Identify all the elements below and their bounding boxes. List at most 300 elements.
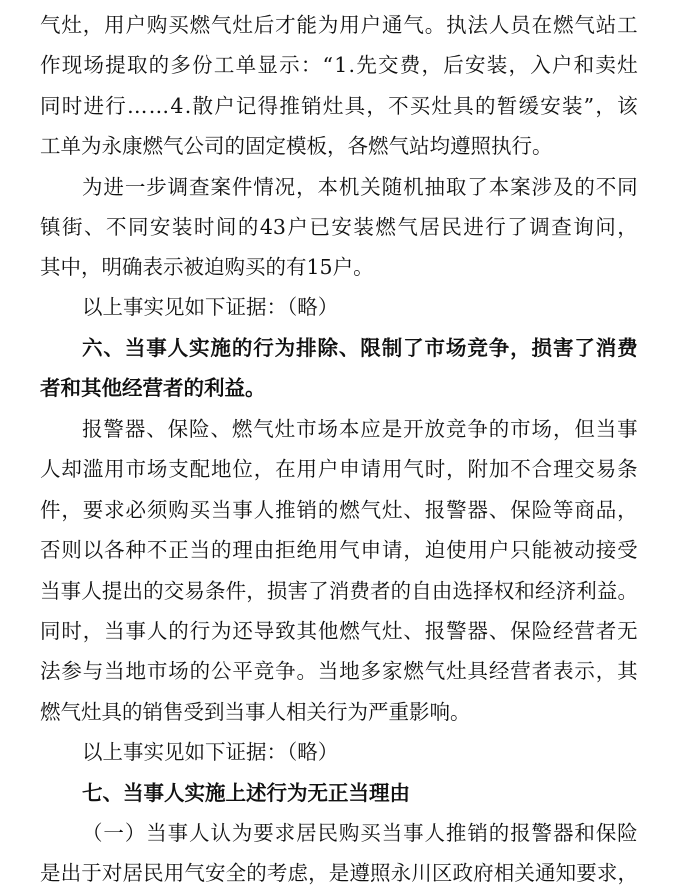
glyph: 迫 [424, 538, 446, 562]
glyph: 先 [356, 53, 377, 77]
glyph: 随 [381, 175, 403, 199]
glyph: 费 [349, 579, 370, 603]
glyph: 场 [83, 53, 104, 77]
glyph: 经 [535, 579, 556, 603]
glyph: 等 [553, 498, 574, 522]
glyph: 燃 [189, 13, 211, 37]
glyph: 经 [488, 659, 510, 683]
glyph: 种 [125, 538, 146, 562]
glyph: 当 [211, 498, 232, 522]
glyph: 表 [553, 659, 574, 683]
glyph: 散 [192, 94, 213, 118]
glyph: 要 [82, 498, 104, 522]
glyph: 营 [510, 659, 531, 683]
paragraph-line [40, 853, 638, 893]
glyph: 自 [411, 579, 432, 603]
glyph: 平 [232, 659, 253, 683]
glyph: 不 [105, 215, 127, 239]
glyph: 者 [370, 579, 391, 603]
glyph: 要 [253, 821, 274, 845]
glyph: 已 [309, 215, 330, 239]
paragraph-line: 其中，明确表示被迫购买的有15户。 [40, 255, 374, 279]
glyph: 人 [81, 579, 102, 603]
glyph: 份 [192, 53, 213, 77]
glyph: 政 [452, 861, 473, 885]
glyph: 行 [253, 336, 274, 360]
glyph: 安 [464, 53, 486, 77]
glyph: 出 [122, 579, 143, 603]
glyph: ， [421, 53, 443, 77]
glyph: 气 [360, 498, 382, 522]
glyph: 取 [445, 175, 467, 199]
glyph: 居 [122, 861, 143, 885]
glyph: 件 [40, 498, 61, 522]
glyph: 正 [168, 538, 189, 562]
glyph: 1 [334, 53, 348, 77]
glyph: 为 [274, 336, 296, 360]
glyph: “ [322, 53, 334, 77]
glyph: 时 [61, 619, 82, 643]
glyph: 其 [617, 659, 638, 683]
glyph: 况 [274, 175, 296, 199]
glyph: 购 [168, 498, 189, 522]
glyph: 气 [403, 13, 424, 37]
paragraph-line [40, 449, 638, 489]
glyph: 示 [279, 53, 300, 77]
paragraph-line [40, 530, 638, 570]
glyph: 燃 [403, 659, 424, 683]
glyph: 执 [446, 13, 467, 37]
glyph: 安 [205, 861, 226, 885]
section-heading: 七、当事人实施上述行为无正当理由 [82, 781, 410, 805]
glyph: 灶 [322, 94, 344, 118]
glyph: 的 [211, 538, 232, 562]
glyph: 的 [246, 861, 267, 885]
paragraph-line [40, 5, 638, 45]
glyph: 配 [189, 457, 211, 481]
glyph: 民 [317, 821, 338, 845]
glyph: 机 [403, 175, 424, 199]
glyph: 消 [328, 579, 350, 603]
glyph: 争 [488, 336, 510, 360]
glyph: 在 [531, 13, 553, 37]
glyph: 推 [279, 94, 300, 118]
glyph: 气 [211, 13, 232, 37]
glyph: 认 [210, 821, 231, 845]
glyph: 是 [40, 861, 61, 885]
glyph: ” [583, 94, 595, 118]
glyph: 和 [574, 821, 595, 845]
paragraph-line [40, 86, 638, 126]
glyph: 户 [287, 215, 308, 239]
glyph: 人 [146, 619, 168, 643]
glyph: 、 [210, 417, 231, 441]
glyph: 参 [61, 659, 82, 683]
glyph: 销 [296, 498, 317, 522]
glyph: 气 [253, 417, 274, 441]
glyph: 装 [561, 94, 583, 118]
glyph: 行 [105, 94, 126, 118]
glyph: 致 [275, 619, 296, 643]
paragraph-line [40, 571, 638, 611]
glyph: 气 [184, 861, 205, 885]
glyph: 争 [275, 659, 296, 683]
glyph: 只 [510, 538, 531, 562]
glyph: 加 [488, 457, 510, 481]
glyph: ， [617, 498, 638, 522]
glyph: 街 [61, 215, 83, 239]
glyph: 灶 [274, 417, 296, 441]
glyph: 由 [253, 538, 275, 562]
glyph: 和 [573, 53, 595, 77]
glyph: 案 [510, 175, 531, 199]
glyph: 须 [146, 498, 168, 522]
glyph: 具 [453, 94, 474, 118]
glyph: 但 [574, 417, 595, 441]
paragraph-line [40, 490, 638, 530]
glyph: 员 [510, 13, 531, 37]
glyph: 当 [189, 538, 211, 562]
glyph: 开 [403, 417, 424, 441]
glyph: 灶 [617, 53, 638, 77]
glyph: 考 [266, 861, 288, 885]
glyph: 灶 [431, 94, 453, 118]
glyph: 购 [338, 821, 360, 845]
glyph: … [148, 94, 170, 118]
glyph: 灶 [61, 13, 82, 37]
glyph: 了 [507, 215, 528, 239]
glyph: 警 [446, 498, 467, 522]
glyph: 合 [531, 457, 553, 481]
glyph: 通 [535, 861, 556, 885]
glyph: 害 [287, 579, 308, 603]
glyph: ， [508, 53, 529, 77]
glyph: 附 [467, 457, 488, 481]
glyph: 申 [360, 538, 382, 562]
glyph: 人 [488, 13, 510, 37]
glyph: 经 [553, 619, 574, 643]
glyph: 接 [595, 538, 617, 562]
glyph: 市 [146, 659, 168, 683]
glyph: 当 [381, 821, 403, 845]
glyph: 、 [338, 336, 360, 360]
glyph: 必 [125, 498, 146, 522]
glyph: 问 [595, 215, 616, 239]
glyph: 具 [344, 94, 366, 118]
glyph: 用 [339, 13, 360, 37]
paragraph-line [40, 611, 638, 651]
glyph: 地 [211, 457, 232, 481]
glyph: 户 [214, 94, 235, 118]
glyph: 法 [467, 13, 488, 37]
glyph: ， [510, 336, 531, 360]
glyph: 则 [61, 538, 82, 562]
glyph: 费 [617, 336, 638, 360]
glyph: 用 [317, 538, 339, 562]
glyph: 被 [553, 538, 574, 562]
glyph: 器 [552, 821, 574, 845]
glyph: 燃 [339, 498, 360, 522]
glyph: 气 [360, 619, 382, 643]
glyph: 安 [331, 215, 352, 239]
glyph: 要 [576, 861, 597, 885]
glyph: 进 [103, 175, 124, 199]
glyph: 拒 [275, 538, 296, 562]
glyph: 气 [339, 538, 360, 562]
glyph: 不 [510, 457, 531, 481]
glyph: 案 [210, 175, 231, 199]
glyph: 后 [253, 13, 275, 37]
glyph: 险 [531, 498, 553, 522]
glyph: 取 [126, 53, 148, 77]
glyph: 当 [595, 417, 617, 441]
glyph: 限 [360, 336, 381, 360]
glyph: 地 [339, 659, 360, 683]
glyph: 机 [338, 175, 360, 199]
glyph: 为 [231, 821, 253, 845]
glyph: 销 [467, 821, 488, 845]
glyph: 以 [82, 538, 104, 562]
glyph: 争 [467, 417, 488, 441]
paragraph-line [82, 813, 638, 853]
glyph: 查 [189, 175, 210, 199]
glyph: 全 [225, 861, 247, 885]
glyph: 本 [317, 175, 338, 199]
glyph: ， [61, 498, 82, 522]
glyph: 不 [146, 538, 168, 562]
glyph: 能 [296, 13, 317, 37]
glyph: 警 [103, 417, 124, 441]
glyph: 不 [595, 175, 617, 199]
glyph: 燃 [231, 417, 253, 441]
glyph: 示 [574, 659, 595, 683]
glyph: 遵 [349, 861, 370, 885]
glyph: 与 [82, 659, 104, 683]
glyph: 民 [143, 861, 164, 885]
glyph: 为 [211, 619, 232, 643]
glyph: . [184, 94, 192, 118]
glyph: 条 [617, 457, 638, 481]
glyph: 了 [574, 336, 595, 360]
glyph: 户 [551, 53, 573, 77]
glyph: 滥 [82, 457, 104, 481]
glyph: 灶 [232, 13, 253, 37]
glyph: 用 [163, 861, 185, 885]
glyph: 险 [617, 821, 638, 845]
glyph: 易 [595, 457, 617, 481]
glyph: … [126, 94, 148, 118]
glyph: 利 [576, 579, 597, 603]
glyph: 调 [167, 175, 189, 199]
glyph: ， [446, 457, 467, 481]
glyph: 用 [296, 457, 317, 481]
glyph: 市 [424, 336, 445, 360]
glyph: 者 [531, 659, 553, 683]
glyph: 和 [514, 579, 535, 603]
glyph: 消 [595, 336, 617, 360]
paragraph-line [40, 651, 638, 691]
glyph: 气 [403, 457, 424, 481]
glyph: 的 [148, 53, 170, 77]
glyph: 险 [531, 619, 553, 643]
glyph: 的 [390, 579, 412, 603]
glyph: 市 [125, 457, 146, 481]
glyph: 户 [317, 457, 339, 481]
glyph: 人 [424, 821, 445, 845]
glyph: 的 [317, 498, 339, 522]
glyph: 施 [210, 336, 231, 360]
glyph: 灶 [382, 619, 403, 643]
glyph: 关 [360, 175, 381, 199]
section-heading-continued: 者和其他经营者的利益。 [40, 376, 266, 400]
glyph: 、 [83, 215, 105, 239]
glyph: 险 [189, 417, 210, 441]
glyph: 于 [81, 861, 102, 885]
glyph: 户 [360, 13, 382, 37]
glyph: ， [403, 538, 424, 562]
glyph: 当 [146, 821, 167, 845]
glyph: 购 [146, 13, 168, 37]
glyph: 他 [317, 619, 339, 643]
glyph: 事 [403, 821, 424, 845]
glyph: ， [246, 579, 267, 603]
glyph: 作 [40, 53, 61, 77]
glyph: 六 [82, 336, 103, 360]
glyph: 条 [205, 579, 226, 603]
glyph: 虑 [287, 861, 308, 885]
glyph: 事 [125, 619, 146, 643]
glyph: 场 [168, 659, 189, 683]
glyph: 时 [193, 215, 215, 239]
glyph: 装 [171, 215, 193, 239]
glyph: 的 [237, 215, 259, 239]
glyph: 气 [40, 13, 61, 37]
glyph: 一 [103, 821, 124, 845]
glyph: 不 [388, 94, 409, 118]
paragraph-line [82, 167, 638, 207]
glyph: 用 [104, 13, 125, 37]
glyph: 装 [486, 53, 508, 77]
glyph: 。 [617, 579, 638, 603]
glyph: 了 [467, 175, 488, 199]
glyph: 支 [168, 457, 189, 481]
glyph: ： [300, 53, 322, 77]
glyph: 时 [61, 94, 83, 118]
glyph: ， [617, 215, 638, 239]
glyph: 通 [382, 13, 403, 37]
glyph: ， [595, 94, 616, 118]
glyph: 交 [574, 457, 595, 481]
glyph: 气 [397, 215, 418, 239]
glyph: 动 [574, 538, 595, 562]
glyph: 进 [83, 94, 104, 118]
glyph: 灶 [382, 498, 403, 522]
glyph: 当 [104, 619, 125, 643]
glyph: 除 [317, 336, 338, 360]
glyph: 保 [510, 498, 531, 522]
glyph: 事 [60, 579, 82, 603]
glyph: 在 [275, 457, 296, 481]
glyph: 4 [170, 94, 184, 118]
glyph: 推 [275, 498, 296, 522]
glyph: 器 [467, 498, 488, 522]
glyph: 能 [531, 538, 553, 562]
glyph: 查 [551, 215, 572, 239]
glyph: 市 [510, 417, 531, 441]
glyph: 燃 [553, 13, 574, 37]
glyph: 后 [443, 53, 464, 77]
glyph: 用 [104, 457, 125, 481]
glyph: 调 [529, 215, 550, 239]
glyph: 推 [445, 821, 467, 845]
glyph: 提 [105, 53, 126, 77]
glyph: 了 [308, 579, 329, 603]
glyph: 一 [124, 175, 146, 199]
glyph: 居 [296, 821, 317, 845]
glyph: ， [82, 619, 104, 643]
glyph: 及 [552, 175, 574, 199]
glyph: 照 [370, 861, 391, 885]
glyph: 同 [127, 215, 149, 239]
paragraph-line [40, 45, 638, 85]
glyph: 本 [338, 417, 360, 441]
glyph: 交 [378, 53, 399, 77]
glyph: 、 [403, 498, 424, 522]
glyph: 暂 [496, 94, 518, 118]
glyph: 时 [424, 457, 446, 481]
glyph: 益 [596, 579, 618, 603]
glyph: 权 [493, 579, 515, 603]
glyph: 出 [60, 861, 82, 885]
glyph: 易 [184, 579, 205, 603]
glyph: 请 [382, 538, 403, 562]
glyph: 否 [40, 538, 61, 562]
glyph: 户 [125, 13, 146, 37]
glyph: 品 [595, 498, 617, 522]
section-heading [82, 328, 638, 368]
glyph: 使 [446, 538, 467, 562]
glyph: 行 [485, 215, 506, 239]
paragraph-line: 工单为永康燃气公司的固定模板，各燃气站均遵照执行。 [40, 134, 553, 158]
glyph: 的 [231, 336, 253, 360]
glyph: 的 [143, 579, 164, 603]
glyph: 站 [595, 13, 617, 37]
glyph: （ [82, 821, 103, 845]
glyph: 买 [168, 13, 189, 37]
glyph: 地 [125, 659, 146, 683]
glyph: 当 [317, 659, 339, 683]
glyph: ， [366, 94, 387, 118]
glyph: 安 [149, 215, 171, 239]
glyph: 为 [317, 13, 339, 37]
glyph: 同 [40, 94, 61, 118]
glyph: 器 [467, 619, 488, 643]
glyph: 多 [360, 659, 382, 683]
glyph: 的 [488, 821, 510, 845]
glyph: 、 [103, 336, 124, 360]
glyph: 人 [189, 821, 210, 845]
glyph: ， [296, 175, 317, 199]
glyph: 抽 [424, 175, 445, 199]
glyph: 用 [382, 457, 403, 481]
glyph: 、 [146, 417, 167, 441]
glyph: 关 [514, 861, 535, 885]
glyph: 为 [82, 175, 103, 199]
glyph: 事 [146, 336, 167, 360]
glyph: 知 [555, 861, 577, 885]
glyph: 的 [189, 659, 211, 683]
glyph: . [348, 53, 356, 77]
